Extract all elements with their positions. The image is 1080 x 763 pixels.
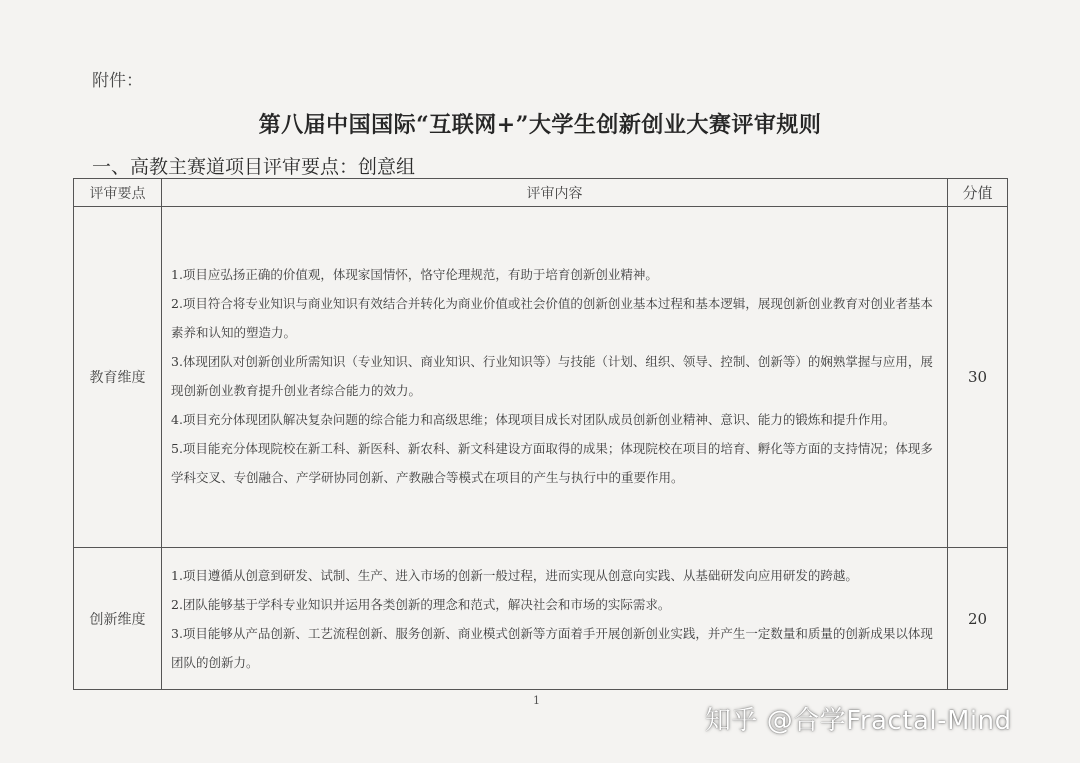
header-score: 分值 <box>948 179 1008 207</box>
header-content: 评审内容 <box>162 179 948 207</box>
attachment-label: 附件： <box>92 71 143 91</box>
page-number: 1 <box>533 694 540 707</box>
table-row <box>74 548 1008 690</box>
content-item: 4.项目充分体现团队解决复杂问题的综合能力和高级思维；体现项目成长对团队成员创新创业精神、意识、能力的锻炼和提升作用。 <box>171 412 896 427</box>
score-cell: 20 <box>948 548 1008 690</box>
content-item: 2.团队能够基于学科专业知识并运用各类创新的理念和范式，解决社会和市场的实际需求。 <box>171 596 671 612</box>
watermark: 知乎 @合学Fractal-Mind <box>705 706 1012 736</box>
score-cell: 30 <box>948 207 1008 548</box>
content-item: 1.项目应弘扬正确的价值观，体现家国情怀，恪守伦理规范，有助于培育创新创业精神。 <box>171 267 658 282</box>
content-item: 2.项目符合将专业知识与商业知识有效结合并转化为商业价值或社会价值的创新创业基本过程和基本逻辑，展现创新创业教育对创业者基本素养和认知的塑造力。 <box>171 296 933 340</box>
content-item: 1.项目遵循从创意到研发、试制、生产、进入市场的创新一般过程，进而实现从创意向实践、从基础研发向应用研发的跨越。 <box>171 567 858 583</box>
document-title: 第八届中国国际“互联网+”大学生创新创业大赛评审规则 <box>258 112 822 138</box>
section-heading: 一、高教主赛道项目评审要点：创意组 <box>92 156 416 178</box>
content-cell <box>162 207 948 548</box>
criterion-cell: 创新维度 <box>74 548 162 690</box>
criteria-table <box>73 178 1008 690</box>
table-header-row <box>74 179 1008 207</box>
content-cell <box>162 548 948 690</box>
content-item: 3.项目能够从产品创新、工艺流程创新、服务创新、商业模式创新等方面着手开展创新创业实践，并产生一定数量和质量的创新成果以体现团队的创新力。 <box>171 625 933 670</box>
content-item: 5.项目能充分体现院校在新工科、新医科、新农科、新文科建设方面取得的成果；体现院校在项目的培育、孵化等方面的支持情况；体现多学科交叉、专创融合、产学研协同创新、产教融合等模式在项目的产生与执行中的重要作用。 <box>171 441 933 485</box>
header-criterion: 评审要点 <box>74 179 162 207</box>
table-row <box>74 207 1008 548</box>
content-item: 3.体现团队对创新创业所需知识（专业知识、商业知识、行业知识等）与技能（计划、组织、领导、控制、创新等）的娴熟掌握与应用，展现创新创业教育提升创业者综合能力的效力。 <box>171 354 933 398</box>
criterion-cell: 教育维度 <box>74 207 162 548</box>
